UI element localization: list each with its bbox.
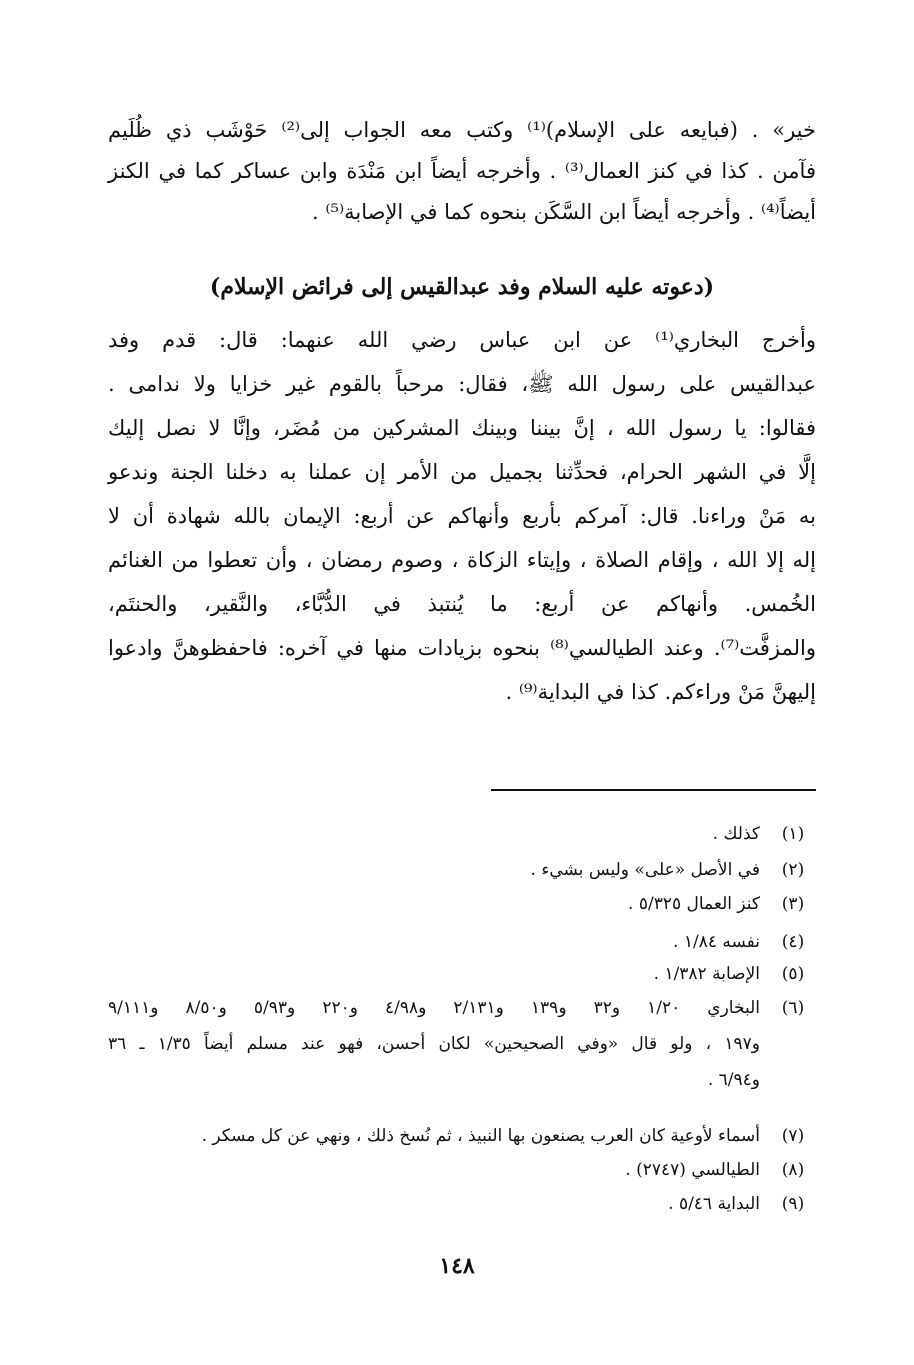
body-line: به مَنْ وراءنا. قال: آمركم بأربع وأنهاكم عن أربع: الإيمان بالله شهادة أن لا: [108, 504, 816, 528]
footnote-number: (٦): [781, 998, 805, 1018]
page-number: ١٤٨: [439, 1253, 475, 1279]
footnote-number: (٧): [781, 1126, 805, 1146]
footnote-number: (٤): [781, 932, 805, 952]
body-line: عبدالقيس على رسول الله ﷺ، فقال: مرحباً بالقوم غير خزايا ولا ندامى .: [108, 372, 816, 396]
footnote-text: الإصابة ١/٣٨٢ .: [653, 964, 760, 984]
footnote-text: و١٩٧ ، ولو قال «وفي الصحيحين» لكان أحسن، فهو عند مسلم أيضاً ١/٣٥ ـ ٣٦: [108, 1034, 760, 1054]
body-line: إلَّا في الشهر الحرام، فحدِّثنا بجميل من الأمر إن عملنا به دخلنا الجنة وندعو: [108, 460, 816, 484]
body-line: فقالوا: يا رسول الله ، إنَّ بيننا وبينك المشركين من مُضَر، وإنَّا لا نصل إليك: [108, 416, 816, 440]
footnote-number: (٥): [781, 964, 805, 984]
footnote-text: أسماء لأوعية كان العرب يصنعون بها النبيذ ، ثم نُسخ ذلك ، ونهي عن كل مسكر .: [201, 1126, 760, 1146]
body-line: إليهنَّ مَنْ وراءكم. كذا في البداية⁽⁹⁾ .: [505, 680, 816, 704]
footnote-number: (٨): [781, 1160, 805, 1180]
body-line: والمزفَّت⁽⁷⁾. وعند الطيالسي⁽⁸⁾ بنحوه بزيادات منها في آخره: فاحفظوهنَّ وادعوا: [108, 636, 816, 660]
footnote-separator: [491, 789, 816, 791]
footnote-number: (٣): [781, 894, 805, 914]
footnote-text: نفسه ١/٨٤ .: [673, 932, 760, 952]
footnote-text: كذلك .: [712, 824, 760, 844]
footnote-text: كنز العمال ٥/٣٢٥ .: [628, 894, 760, 914]
footnote-text: و٦/٩٤ .: [707, 1070, 760, 1090]
footnote-text: في الأصل «على» وليس بشيء .: [530, 860, 760, 880]
body-line: الخُمس. وأنهاكم عن أربع: ما يُنتبذ في الدُّبَّاء، والنَّقير، والحنتَم،: [108, 592, 816, 616]
body-line: وأخرج البخاري⁽¹⁾ عن ابن عباس رضي الله عنهما: قال: قدم وفد: [108, 328, 816, 352]
intro-line: أيضاً⁽⁴⁾ . وأخرجه أيضاً ابن السَّكَن بنحوه كما في الإصابة⁽⁵⁾ .: [312, 200, 816, 224]
footnote-number: (١): [781, 824, 805, 844]
intro-line: فآمن . كذا في كنز العمال⁽³⁾ . وأخرجه أيضاً ابن مَنْدَة وابن عساكر كما في الكنز: [108, 159, 816, 183]
footnote-number: (٢): [781, 860, 805, 880]
footnote-text: البداية ٥/٤٦ .: [668, 1194, 760, 1214]
footnote-number: (٩): [781, 1194, 805, 1214]
intro-line: خير» . (فبايعه على الإسلام)⁽¹⁾ وكتب معه الجواب إلى⁽²⁾ حَوْشَب ذي ظُلَيم: [108, 118, 816, 142]
body-line: إله إلا الله ، وإقام الصلاة ، وإيتاء الزكاة ، وصوم رمضان ، وأن تعطوا من الغنائم: [108, 548, 816, 572]
section-heading: (دعوته عليه السلام وفد عبدالقيس إلى فرائض الإسلام): [209, 274, 715, 300]
footnote-text: البخاري ١/٢٠ و٣٢ و١٣٩ و٢/١٣١ و٤/٩٨ و٢٢٠ و٥/٩٣ و٨/٥٠ و٩/١١١: [108, 998, 760, 1018]
footnote-text: الطيالسي (٢٧٤٧) .: [625, 1160, 760, 1180]
